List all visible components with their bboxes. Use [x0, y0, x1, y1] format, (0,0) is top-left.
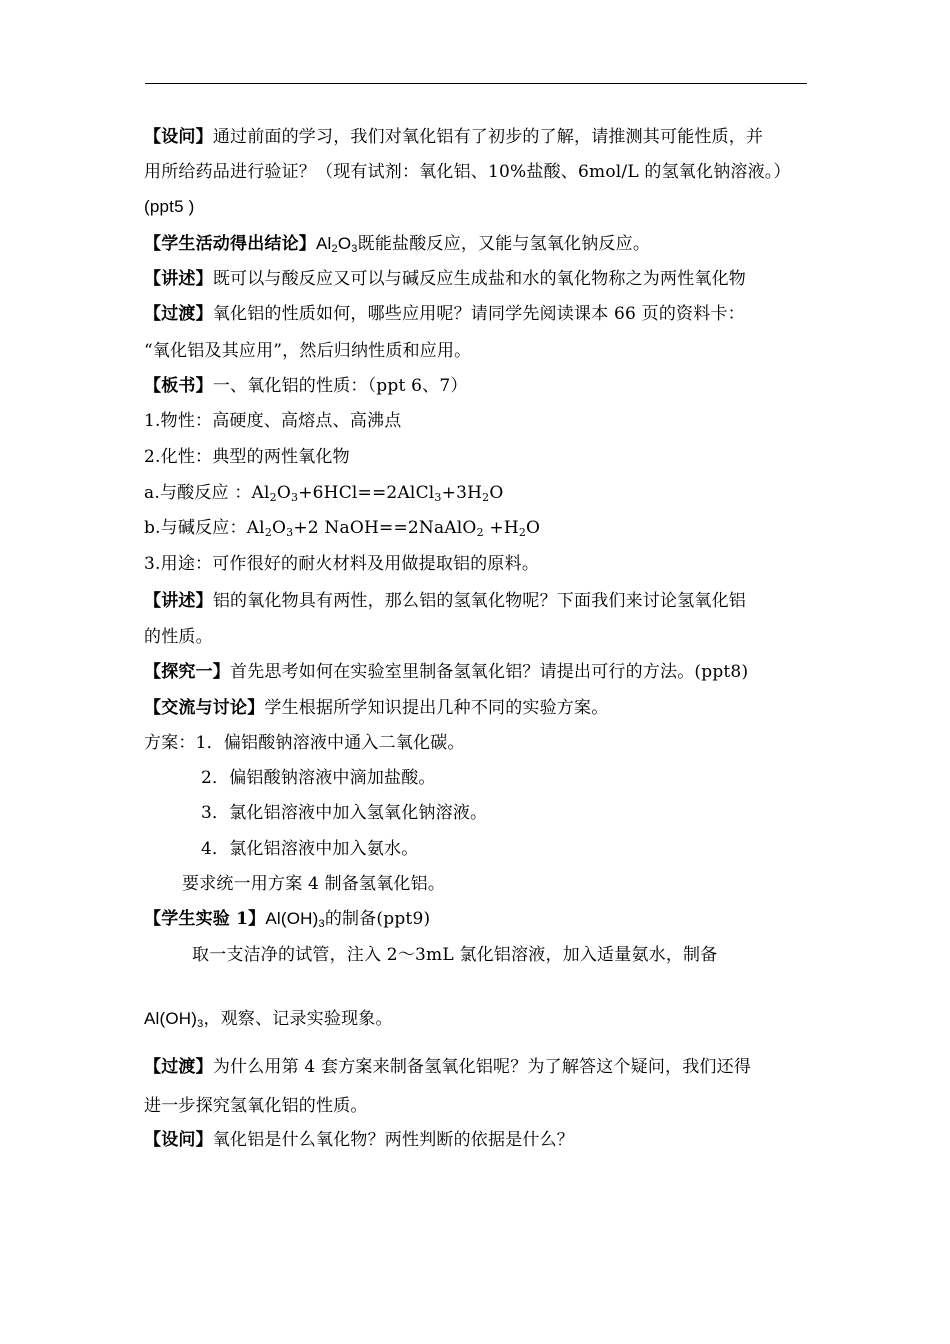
discussion-line — [144, 697, 608, 719]
line-text: 1.物性：高硬度、高熔点、高沸点 — [144, 411, 402, 431]
line-text: 既能盐酸反应，又能与氢氧化钠反应。 — [357, 234, 651, 254]
line-text: 3．氯化铝溶液中加入氢氧化钠溶液。 — [201, 803, 488, 823]
transition-line-4 — [144, 1095, 368, 1117]
subscript: 2 — [331, 243, 338, 255]
plan-item-2 — [201, 767, 436, 789]
line-text: 取一支洁净的试管，注入 2～3mL 氯化铝溶液，加入适量氨水，制备 — [192, 945, 718, 965]
line-text: 为什么用第 4 套方案来制备氢氧化铝呢？为了解答这个疑问，我们还得 — [212, 1057, 752, 1077]
section-tag: 【讲述】 — [144, 591, 213, 611]
line-text: 要求统一用方案 4 制备氢氧化铝。 — [182, 874, 446, 894]
inquiry-line — [144, 661, 748, 683]
line-text: 4．氯化铝溶液中加入氨水。 — [201, 839, 419, 859]
subscript: 3 — [434, 491, 442, 504]
equation-part: +3H — [441, 483, 483, 503]
subscript: 2 — [476, 526, 484, 539]
equation-part: +2 NaOH==2NaAlO — [293, 518, 477, 538]
subscript: 2 — [264, 526, 273, 539]
question-line-3 — [144, 196, 195, 218]
section-tag: 【过渡】 — [144, 304, 213, 324]
line-text: 3.用途：可作很好的耐火材料及用做提取铝的原料。 — [144, 554, 540, 574]
line-text: ，观察、记录实验现象。 — [203, 1009, 393, 1029]
subscript: 2 — [518, 526, 527, 539]
line-text: (ppt5 ) — [144, 197, 195, 216]
question-line-2 — [144, 161, 791, 183]
uses-line — [144, 553, 539, 575]
formula-o: O — [337, 234, 352, 253]
student-experiment-line — [144, 908, 430, 930]
equation-part: +H — [483, 518, 519, 538]
section-tag: 【讲述】 — [144, 269, 213, 289]
section-tag: 【板书】 — [144, 376, 213, 396]
line-text: 一、氧化铝的性质：（ppt 6、7） — [212, 376, 468, 396]
line-text: 方案：1．偏铝酸钠溶液中通入二氧化碳。 — [144, 733, 465, 753]
line-text: 进一步探究氢氧化铝的性质。 — [144, 1096, 368, 1116]
transition-line-3 — [144, 1056, 751, 1078]
plan-item-4 — [201, 838, 418, 860]
line-text: 的制备(ppt9) — [324, 909, 431, 929]
formula-al: Al — [316, 234, 332, 253]
question-line-1 — [144, 126, 763, 148]
line-text: 既可以与酸反应又可以与碱反应生成盐和水的氧化物称之为两性氧化物 — [212, 269, 747, 289]
subscript: 3 — [291, 491, 299, 504]
equation-part: b.与碱反应：Al — [144, 518, 265, 538]
base-reaction-equation — [144, 517, 540, 539]
formula-aloh: Al(OH) — [144, 1009, 198, 1028]
lecture-line-1 — [144, 268, 746, 290]
equation-part: O — [276, 483, 292, 503]
equation-part: O — [526, 518, 541, 538]
line-text: 的性质。 — [144, 627, 213, 647]
board-line — [144, 375, 468, 397]
subscript: 3 — [286, 526, 294, 539]
equation-part: O — [272, 518, 287, 538]
line-text: “氧化铝及其应用”，然后归纳性质和应用。 — [144, 341, 472, 361]
subscript: 3 — [351, 243, 358, 255]
transition-line-1 — [144, 303, 745, 325]
line-text: 氧化铝的性质如何，哪些应用呢？请同学先阅读课本 66 页的资料卡： — [212, 304, 745, 324]
subscript: 2 — [269, 491, 277, 504]
chemical-properties-line — [144, 446, 350, 468]
physical-properties-line — [144, 410, 401, 432]
acid-reaction-equation — [144, 482, 503, 504]
line-text: 用所给药品进行验证？（现有试剂：氧化铝、10%盐酸、6mol/L 的氢氧化钠溶液。） — [144, 162, 791, 182]
formula-aloh: Al(OH) — [265, 909, 319, 928]
header-rule — [145, 83, 807, 84]
experiment-step-line-1 — [192, 944, 717, 966]
section-tag: 【探究一】 — [144, 662, 230, 682]
question-line-4 — [144, 1129, 574, 1151]
plan-item-1 — [144, 732, 465, 754]
line-text: 2.化性：典型的两性氧化物 — [144, 447, 350, 467]
section-tag: 【设问】 — [144, 127, 213, 147]
subscript: 2 — [482, 491, 490, 504]
line-text: 首先思考如何在实验室里制备氢氧化铝？请提出可行的方法。(ppt8) — [230, 662, 749, 682]
line-text: 铝的氧化物具有两性，那么铝的氢氧化物呢？下面我们来讨论氢氧化铝 — [212, 591, 747, 611]
lecture-line-2 — [144, 590, 746, 612]
line-text: 学生根据所学知识提出几种不同的实验方案。 — [264, 698, 609, 718]
experiment-step-line-2 — [144, 1008, 393, 1030]
section-tag: 【设问】 — [144, 1130, 213, 1150]
equation-part: O — [489, 483, 504, 503]
lecture-line-3 — [144, 626, 213, 648]
line-text: 2．偏铝酸钠溶液中滴加盐酸。 — [201, 768, 436, 788]
line-text: 氧化铝是什么氧化物？两性判断的依据是什么？ — [212, 1130, 575, 1150]
subscript: 3 — [318, 918, 325, 930]
section-tag: 【过渡】 — [144, 1057, 213, 1077]
subscript: 3 — [197, 1018, 204, 1030]
student-conclusion-line — [144, 233, 650, 255]
transition-line-2 — [144, 340, 471, 362]
equation-part: +6HCl==2AlCl — [298, 483, 435, 503]
requirement-line — [182, 873, 445, 895]
section-tag: 【学生活动得出结论】 — [144, 234, 316, 254]
section-tag: 【交流与讨论】 — [144, 698, 265, 718]
equation-part: a.与酸反应 ：Al — [144, 483, 270, 503]
section-tag: 【学生实验 1】 — [144, 909, 266, 929]
line-text: 通过前面的学习，我们对氧化铝有了初步的了解，请推测其可能性质，并 — [212, 127, 764, 147]
plan-item-3 — [201, 802, 487, 824]
